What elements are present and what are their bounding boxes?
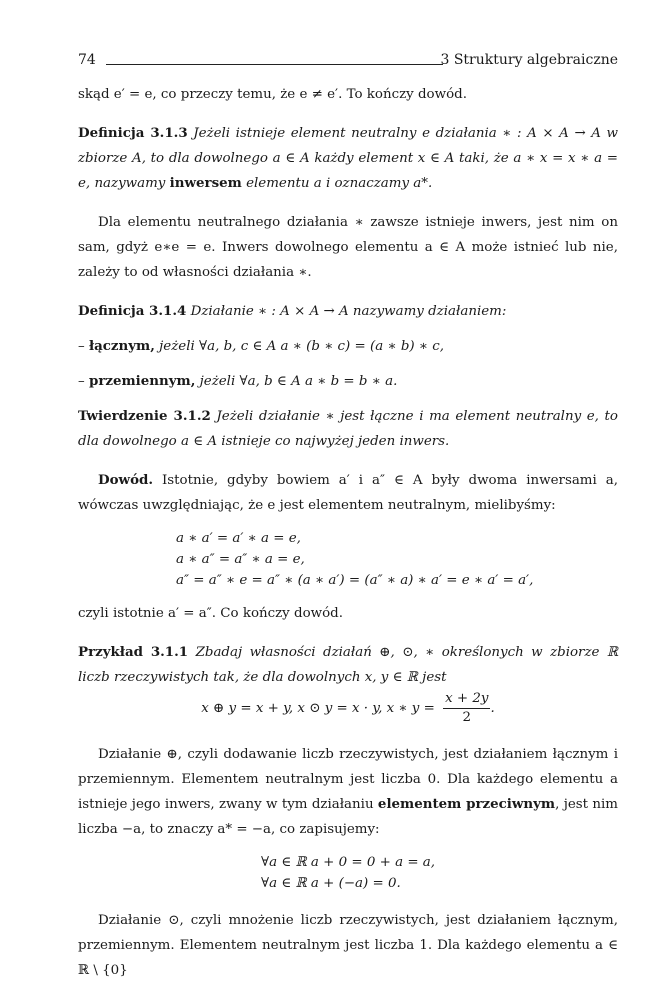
paragraph-neutral-inverse: Dla elementu neutralnego działania ∗ zawsze istnieje inwers, jest nim on sam, gdyż e∗e = e. Inwers dowolnego elementu a ∈ A może istnieć lub nie, zależy to od własności działania ∗. [78, 215, 618, 280]
paragraph-proof-end: skąd e′ = e, co przeczy temu, że e ≠ e′. To kończy dowód. [78, 87, 467, 102]
chapter-title: 3 Struktury algebraiczne [440, 52, 618, 68]
running-header [78, 52, 618, 72]
paragraph-multiplication: Działanie ⊙, czyli mnożenie liczb rzeczywistych, jest działaniem łącznym, przemiennym. Elementem neutralnym jest liczba 1. Dla każdego elementu a ∈ ℝ \ {0} [78, 913, 618, 978]
operations-display [78, 690, 618, 732]
term-przemiennym: przemiennym, [88, 373, 196, 389]
proof-paragraph [78, 468, 618, 518]
definition-3-1-4 [78, 299, 618, 324]
term-lacznym: łącznym, [88, 338, 155, 354]
fraction [443, 690, 490, 727]
example-3-1-1 [78, 640, 618, 690]
proof-text: Istotnie, gdyby bowiem a′ i a″ ∈ A były dwoma inwersami a, wówczas uwzględniając, że e jest elementem neutralnym, mielibyśmy: [78, 473, 618, 513]
equation-3: a″ = a″ ∗ e = a″ ∗ (a ∗ a′) = (a″ ∗ a) ∗ a′ = e ∗ a′ = a′, [176, 573, 534, 588]
equation-opposite: ∀a ∈ ℝ a + (−a) = 0. [261, 876, 401, 891]
associative-condition: jeżeli ∀a, b, c ∈ A a ∗ (b ∗ c) = (a ∗ b) ∗ c, [159, 339, 445, 354]
definition-label: Definicja 3.1.3 [78, 125, 188, 141]
theorem-text: Jeżeli działanie ∗ jest łączne i ma element neutralny e, to dla dowolnego a ∈ A istnieje co najwyżej jeden inwers. [78, 409, 618, 449]
equation-neutral: ∀a ∈ ℝ a + 0 = 0 + a = a, [261, 855, 436, 870]
definition-text: Jeżeli istnieje element neutralny e działania ∗ : A × A → A w zbiorze A, to dla dowolnego a ∈ A każdy element x ∈ A taki, że a ∗ x = x ∗ a = e, nazywamy [78, 126, 618, 191]
theorem-label: Twierdzenie 3.1.2 [78, 408, 211, 424]
paragraph-addition [78, 742, 618, 842]
list-item-commutative: – przemiennym, jeżeli ∀a, b ∈ A a ∗ b = b ∗ a. [78, 373, 398, 389]
commutative-condition: jeżeli ∀a, b ∈ A a ∗ b = b ∗ a. [199, 374, 398, 389]
operations-definitions: x ⊕ y = x + y, x ⊙ y = x · y, x ∗ y = [201, 701, 435, 716]
definition-text-end: elementu a i oznaczamy a*. [246, 176, 433, 191]
addition-equations [78, 852, 618, 894]
example-label: Przykład 3.1.1 [78, 644, 189, 660]
page [78, 52, 618, 983]
equation-2: a ∗ a″ = a″ ∗ a = e, [176, 552, 305, 567]
definition-text: Działanie ∗ : A × A → A nazywamy działaniem: [190, 304, 507, 319]
proof-label: Dowód. [98, 472, 154, 488]
example-text: Zbadaj własności działań ⊕, ⊙, ∗ określonych w zbiorze ℝ liczb rzeczywistych tak, że dla dowolnych x, y ∈ ℝ jest [78, 645, 618, 685]
term-elementem-przeciwnym: elementem przeciwnym [377, 796, 556, 812]
addition-text-end: , jest nim liczba −a, to znaczy a* = −a, co zapisujemy: [78, 797, 618, 837]
fraction-period: . [490, 701, 495, 716]
addition-text: Działanie ⊕, czyli dodawanie liczb rzeczywistych, jest działaniem łącznym i przemiennym. Elementem neutralnym jest liczba 0. Dla każdego elementu a istnieje jego inwers, zwany w tym działaniu [78, 747, 618, 812]
equation-1: a ∗ a′ = a′ ∗ a = e, [176, 531, 301, 546]
page-number: 74 [78, 52, 96, 68]
fraction-numerator: x + 2y [443, 690, 490, 709]
proof-conclusion: czyli istotnie a′ = a″. Co kończy dowód. [78, 606, 343, 621]
theorem-3-1-2 [78, 404, 618, 454]
list-item-associative: – łącznym, jeżeli ∀a, b, c ∈ A a ∗ (b ∗ c) = (a ∗ b) ∗ c, [78, 338, 445, 354]
definition-3-1-3 [78, 121, 618, 196]
proof-equations [78, 528, 618, 591]
header-rule [106, 64, 443, 65]
definition-label: Definicja 3.1.4 [78, 303, 187, 319]
fraction-denominator: 2 [462, 710, 472, 725]
term-inwersem: inwersem [169, 175, 242, 191]
